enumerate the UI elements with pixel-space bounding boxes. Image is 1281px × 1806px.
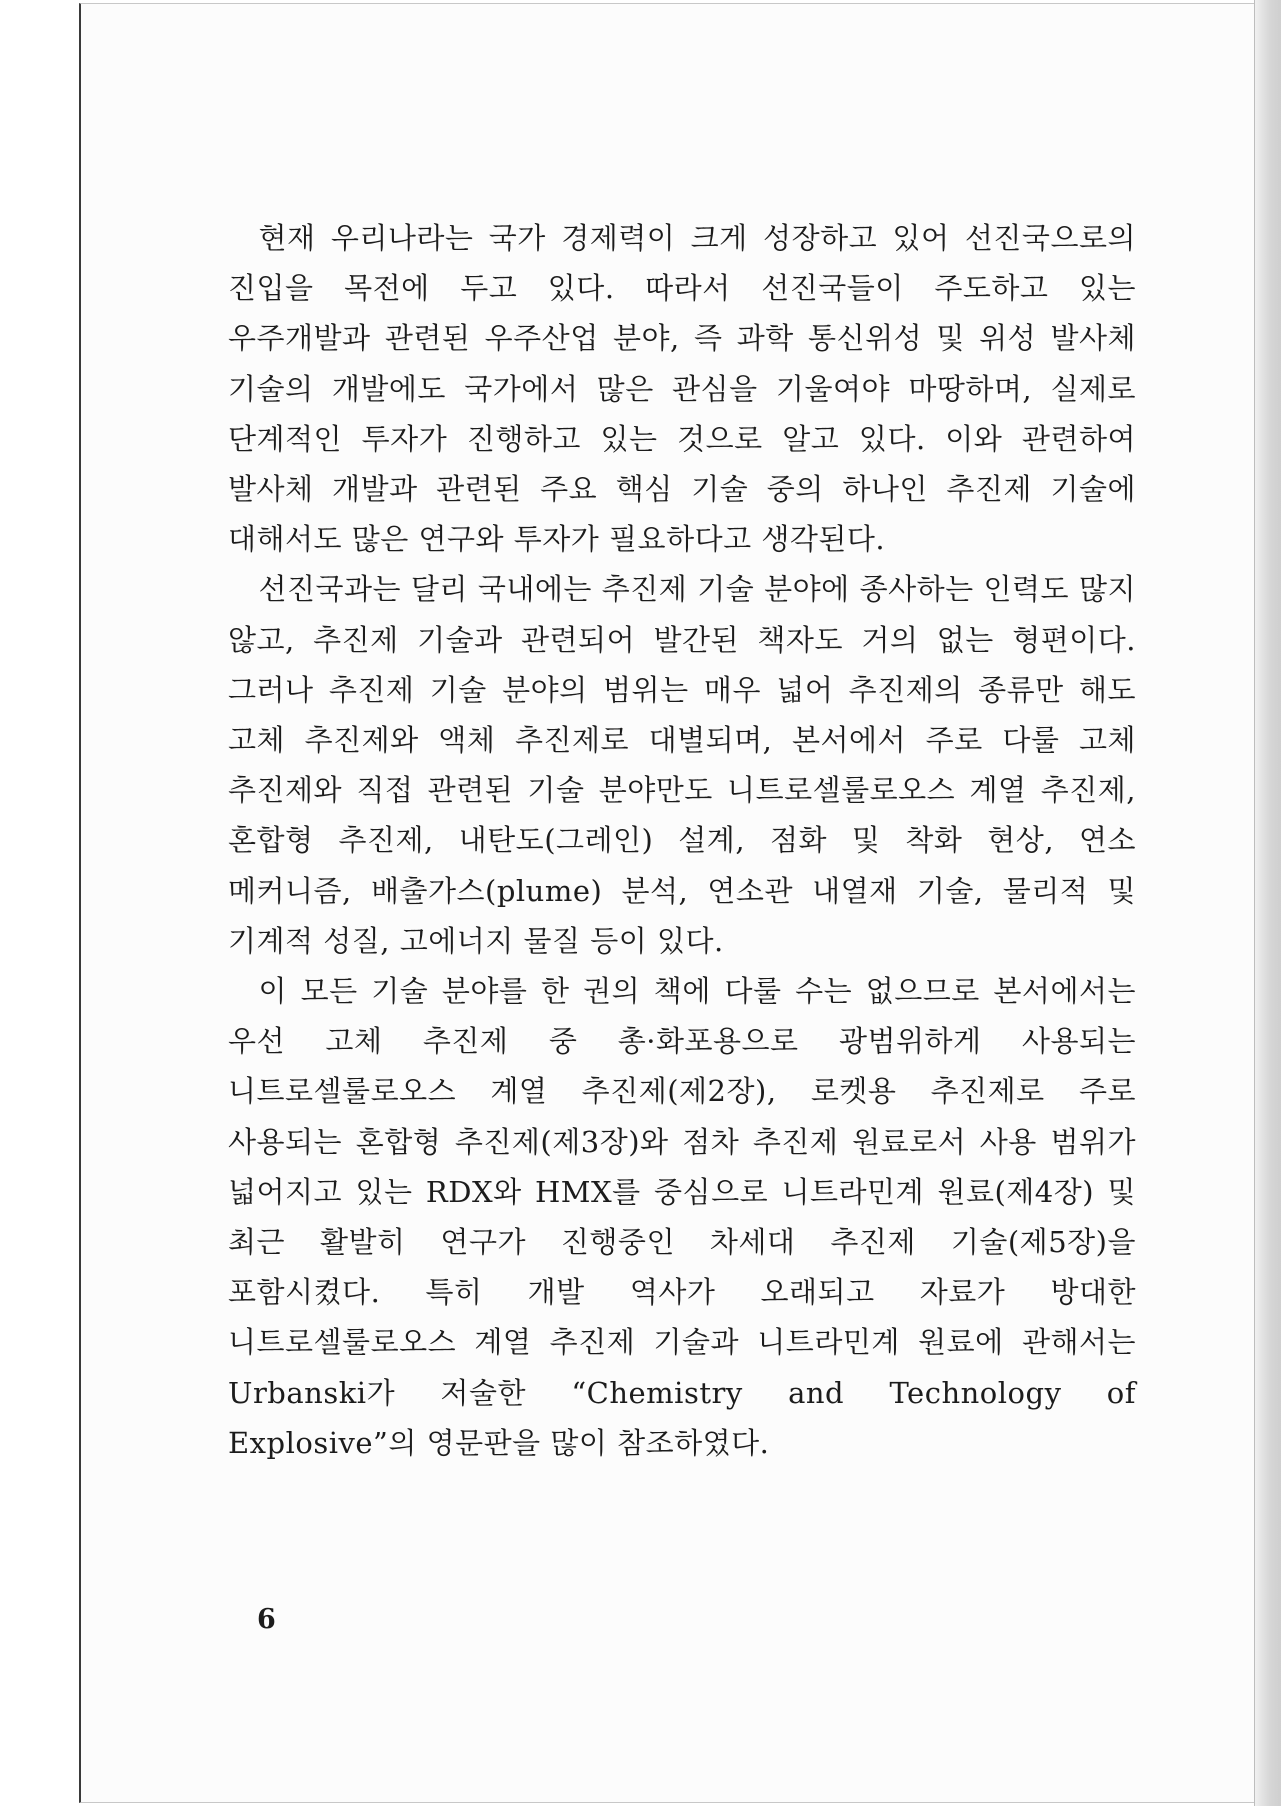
page-number: 6 — [257, 1604, 276, 1635]
page-curl-shadow — [1254, 0, 1281, 1806]
paragraph-2: 선진국과는 달리 국내에는 추진제 기술 분야에 종사하는 인력도 많지 않고, 추진제 기술과 관련되어 발간된 책자도 거의 없는 형편이다. 그러나 추진제 기술 분야의 범위는 매우 넓어 추진제의 종류만 해도 고체 추진제와 액체 추진제로 대별되며, 본서에서 주로 다룰 고체 추진제와 직접 관련된 기술 분야만도 니트로셀룰로오스 계열 추진제, 혼합형 추진제, 내탄도(그레인) 설계, 점화 및 착화 현상, 연소 메커니즘, 배출가스(plume) 분석, 연소관 내열재 기술, 물리적 및 기계적 성질, 고에너지 물질 등이 있다. — [228, 572, 1136, 958]
paragraph-3: 이 모든 기술 분야를 한 권의 책에 다룰 수는 없으므로 본서에서는 우선 고체 추진제 중 총·화포용으로 광범위하게 사용되는 니트로셀룰로오스 계열 추진제(제2장), 로켓용 추진제로 주로 사용되는 혼합형 추진제(제3장)와 점차 추진제 원료로서 사용 범위가 넓어지고 있는 RDX와 HMX를 중심으로 니트라민계 원료(제4장) 및 최근 활발히 연구가 진행중인 차세대 추진제 기술(제5장)을 포함시켰다. 특히 개발 역사가 오래되고 자료가 방대한 니트로셀룰로오스 계열 추진제 기술과 니트라민계 원료에 관해서는 Urbanski가 저술한 “Chemistry and Technology of Explosive”의 영문판을 많이 참조하였다. — [228, 974, 1136, 1460]
scan-left-margin — [0, 0, 78, 1806]
paragraph-1: 현재 우리나라는 국가 경제력이 크게 성장하고 있어 선진국으로의 진입을 목전에 두고 있다. 따라서 선진국들이 주도하고 있는 우주개발과 관련된 우주산업 분야, 즉 과학 통신위성 및 위성 발사체 기술의 개발에도 국가에서 많은 관심을 기울여야 마땅하며, 실제로 단계적인 투자가 진행하고 있는 것으로 알고 있다. 이와 관련하여 발사체 개발과 관련된 주요 핵심 기술 중의 하나인 추진제 기술에 대해서도 많은 연구와 투자가 필요하다고 생각된다. — [228, 221, 1136, 557]
page-edge-line — [1254, 0, 1255, 1806]
body-text — [228, 213, 1136, 1468]
